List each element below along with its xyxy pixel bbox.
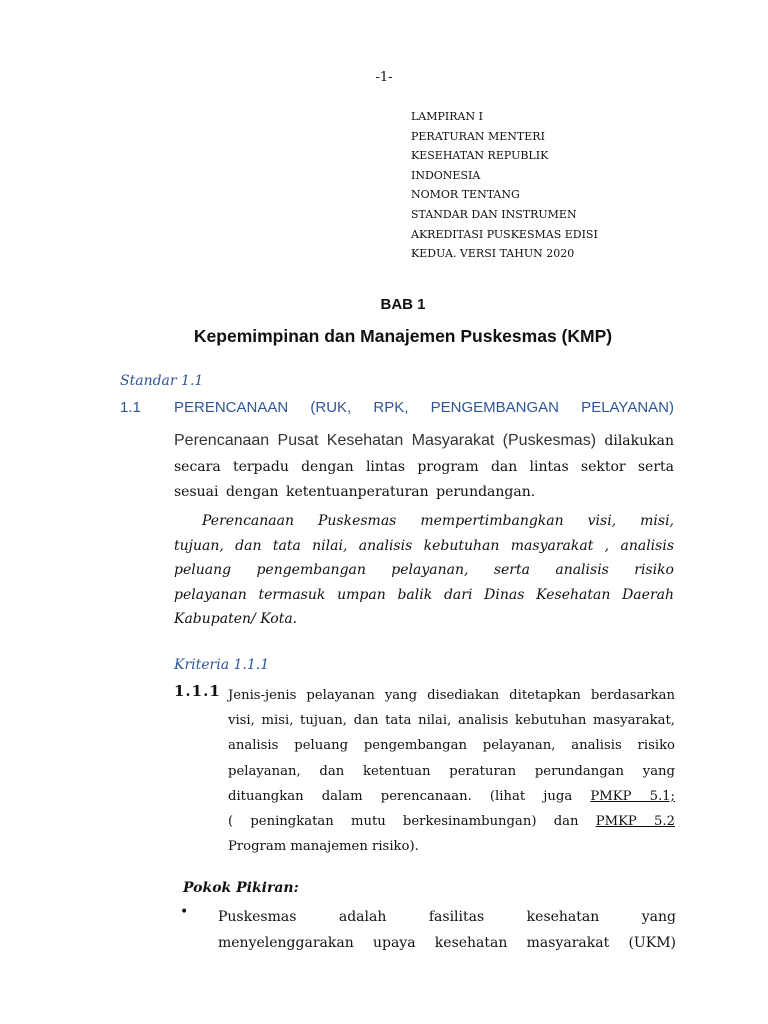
lampiran-line: NOMOR TENTANG (411, 188, 520, 202)
kriteria-number: 1.1.1 (174, 682, 221, 700)
lampiran-line: AKREDITASI PUSKESMAS EDISI (411, 227, 598, 241)
kriteria-line: pelayanan, dan ketentuan peraturan perundangan yang (228, 763, 675, 779)
pmkp-5-2-link[interactable]: PMKP 5.2 (595, 814, 675, 830)
paragraph-2-line: Kabupaten/ Kota. (174, 611, 298, 627)
bullet-icon: • (180, 904, 189, 920)
kriteria-line: analisis peluang pengembangan pelayanan, analisis risiko (228, 738, 675, 754)
kriteria-line (228, 784, 675, 809)
bullet-line: Puskesmas adalah fasilitas kesehatan yang (218, 909, 676, 925)
lampiran-line: KESEHATAN REPUBLIK (411, 149, 549, 163)
paragraph-2-line: Perencanaan Puskesmas mempertimbangkan visi, misi, (202, 513, 674, 529)
lampiran-line: LAMPIRAN I (411, 110, 483, 123)
kriteria-line: Jenis-jenis pelayanan yang disediakan ditetapkan berdasarkan (228, 688, 675, 703)
section-number: 1.1 (120, 399, 141, 416)
kriteria-text (228, 683, 675, 859)
paragraph-1-line: secara terpadu dengan lintas program dan lintas sektor serta (174, 458, 674, 475)
chapter-title: Kepemimpinan dan Manajemen Puskesmas (KMP) (193, 326, 613, 346)
kriteria-label: Kriteria 1.1.1 (174, 657, 270, 673)
kriteria-line-text: dituangkan dalam perencanaan. (lihat juga (228, 788, 573, 804)
lampiran-line: STANDAR DAN INSTRUMEN (411, 207, 577, 221)
kriteria-line: Program manajemen risiko). (228, 839, 419, 855)
paragraph-1-line (174, 428, 674, 455)
paragraph-2-line: peluang pengembangan pelayanan, serta analisis risiko (174, 562, 674, 578)
kriteria-line: visi, misi, tujuan, dan tata nilai, analisis kebutuhan masyarakat, (228, 713, 675, 729)
lampiran-line: KEDUA. VERSI TAHUN 2020 (411, 247, 575, 261)
lampiran-line: PERATURAN MENTERI (411, 129, 545, 143)
lampiran-line: INDONESIA (411, 168, 481, 182)
section-heading: PERENCANAAN (RUK, RPK, PENGEMBANGAN PELAYANAN) (174, 399, 674, 416)
pokok-pikiran-label: Pokok Pikiran: (183, 880, 299, 896)
kriteria-line (228, 809, 675, 834)
paragraph-1-lead: Perencanaan Pusat Kesehatan Masyarakat (Puskesmas) (174, 432, 597, 449)
kriteria-line-text: ( peningkatan mutu berkesinambungan) dan (228, 814, 579, 830)
standar-label: Standar 1.1 (120, 373, 204, 389)
page-number: -1- (375, 70, 393, 85)
paragraph-1 (174, 428, 674, 506)
chapter-label: BAB 1 (380, 296, 426, 313)
lampiran-block (411, 107, 598, 264)
pmkp-5-1-link[interactable]: PMKP 5.1; (590, 788, 676, 804)
bullet-text (218, 904, 676, 956)
paragraph-2 (174, 509, 674, 632)
paragraph-2-line: tujuan, dan tata nilai, analisis kebutuhan masyarakat , analisis (174, 537, 674, 554)
paragraph-2-line: pelayanan termasuk umpan balik dari Dinas Kesehatan Daerah (174, 586, 674, 603)
paragraph-1-lead-rest: dilakukan (604, 433, 675, 449)
paragraph-1-line: sesuai dengan ketentuanperaturan perundangan. (174, 484, 536, 500)
bullet-line: menyelenggarakan upaya kesehatan masyarakat (UKM) (218, 935, 676, 951)
